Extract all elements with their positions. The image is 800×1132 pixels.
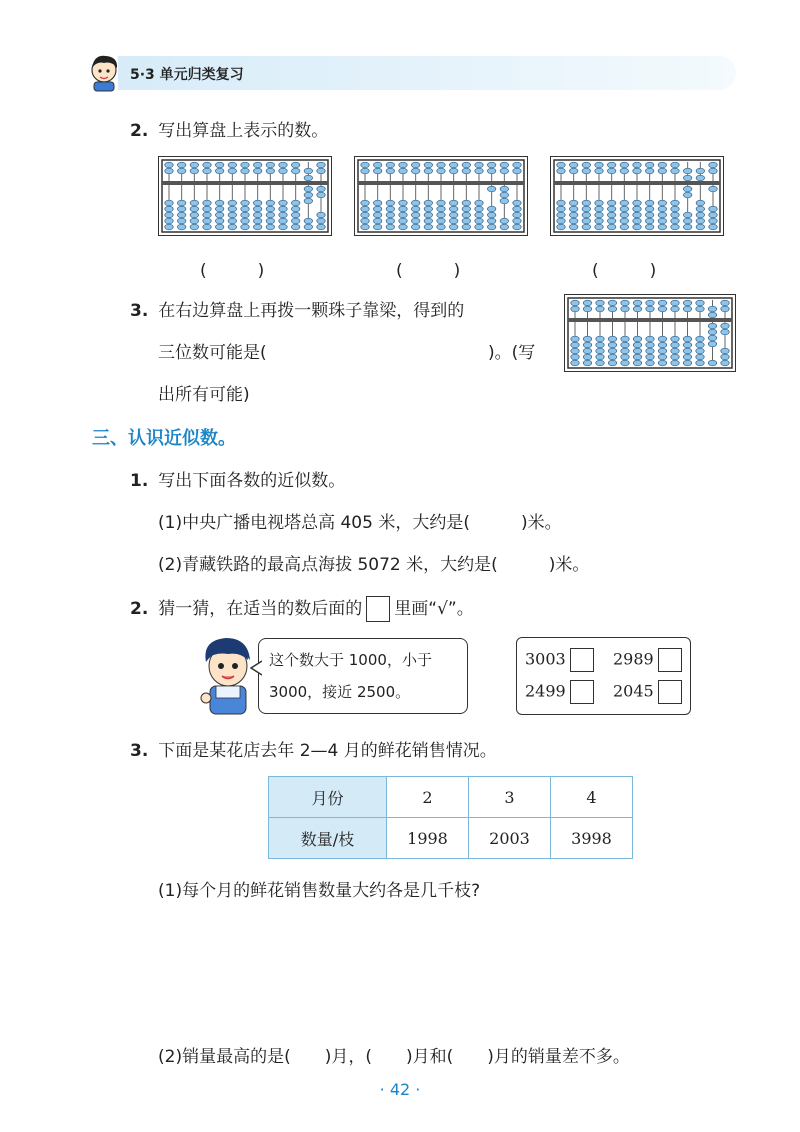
q2-number: 2. — [130, 121, 149, 141]
option-value: 3003 — [525, 649, 566, 669]
abacus-3 — [550, 156, 724, 236]
q2-line — [130, 116, 328, 141]
section3-title: 三、认识近似数。 — [92, 428, 236, 449]
q3-line1 — [130, 296, 464, 321]
option-checkbox[interactable] — [570, 680, 594, 704]
s3q1-text: 写出下面各数的近似数。 — [158, 471, 346, 491]
s3q1-item1: (1)中央广播电视塔总高 405 米，大约是( )米。 — [158, 513, 562, 533]
s3q3-line — [130, 736, 497, 761]
q2-answer-1[interactable]: ( ) — [200, 261, 265, 281]
q3-text-line2a: 三位数可能是( — [158, 343, 267, 363]
guess-options-box — [516, 637, 691, 715]
speech-bubble — [258, 638, 468, 714]
bubble-tail-icon — [250, 660, 262, 676]
q3-number: 3. — [130, 301, 149, 321]
header-title: 5·3 单元归类复习 — [130, 67, 244, 83]
s3q1-line — [130, 466, 345, 491]
s3q2-text-a: 猜一猜，在适当的数后面的 — [158, 599, 363, 619]
table-row — [269, 777, 633, 818]
option-value: 2045 — [613, 681, 654, 701]
bubble-line1: 这个数大于 1000，小于 — [269, 651, 432, 669]
table-cell: 2 — [387, 777, 469, 818]
s3q3-text: 下面是某花店去年 2—4 月的鲜花销售情况。 — [158, 741, 497, 761]
option-checkbox[interactable] — [658, 648, 682, 672]
option-checkbox[interactable] — [658, 680, 682, 704]
table-cell: 1998 — [387, 818, 469, 859]
q3-text-line2b: )。(写 — [488, 343, 536, 363]
table-cell: 3 — [469, 777, 551, 818]
q2-answer-3[interactable]: ( ) — [592, 261, 657, 281]
bubble-line2: 3000，接近 2500。 — [269, 683, 411, 701]
q2-text: 写出算盘上表示的数。 — [158, 121, 329, 141]
option-item — [525, 648, 594, 672]
abacus-4 — [564, 294, 736, 372]
table-header-count: 数量/枝 — [269, 818, 387, 859]
option-value: 2499 — [525, 681, 566, 701]
s3q3-sub2: (2)销量最高的是( )月，( )月和( )月的销量差不多。 — [158, 1047, 630, 1067]
table-cell: 3998 — [551, 818, 633, 859]
s3q1-number: 1. — [130, 471, 149, 491]
s3q3-number: 3. — [130, 741, 149, 761]
s3q1-item2: (2)青藏铁路的最高点海拔 5072 米，大约是( )米。 — [158, 555, 590, 575]
s3q2-number: 2. — [130, 599, 149, 619]
s3q2-text-b: 里画“√”。 — [394, 599, 474, 619]
page-number: · 42 · — [379, 1080, 421, 1099]
table-cell: 2003 — [469, 818, 551, 859]
q3-text-line1: 在右边算盘上再拨一颗珠子靠梁，得到的 — [158, 301, 465, 321]
abacus-1 — [158, 156, 332, 236]
option-checkbox[interactable] — [570, 648, 594, 672]
checkbox-sample — [366, 596, 390, 622]
table-cell: 4 — [551, 777, 633, 818]
s3q2-line — [130, 594, 474, 622]
table-row — [269, 818, 633, 859]
q3-text-line3: 出所有可能) — [158, 385, 250, 405]
kid-mascot-icon — [86, 52, 122, 92]
option-item — [525, 680, 594, 704]
option-item — [613, 680, 682, 704]
abacus-2 — [354, 156, 528, 236]
option-item — [613, 648, 682, 672]
sales-table — [268, 776, 633, 859]
q2-answer-2[interactable]: ( ) — [396, 261, 461, 281]
table-header-month: 月份 — [269, 777, 387, 818]
s3q3-sub1: (1)每个月的鲜花销售数量大约各是几千枝? — [158, 881, 481, 901]
option-value: 2989 — [613, 649, 654, 669]
